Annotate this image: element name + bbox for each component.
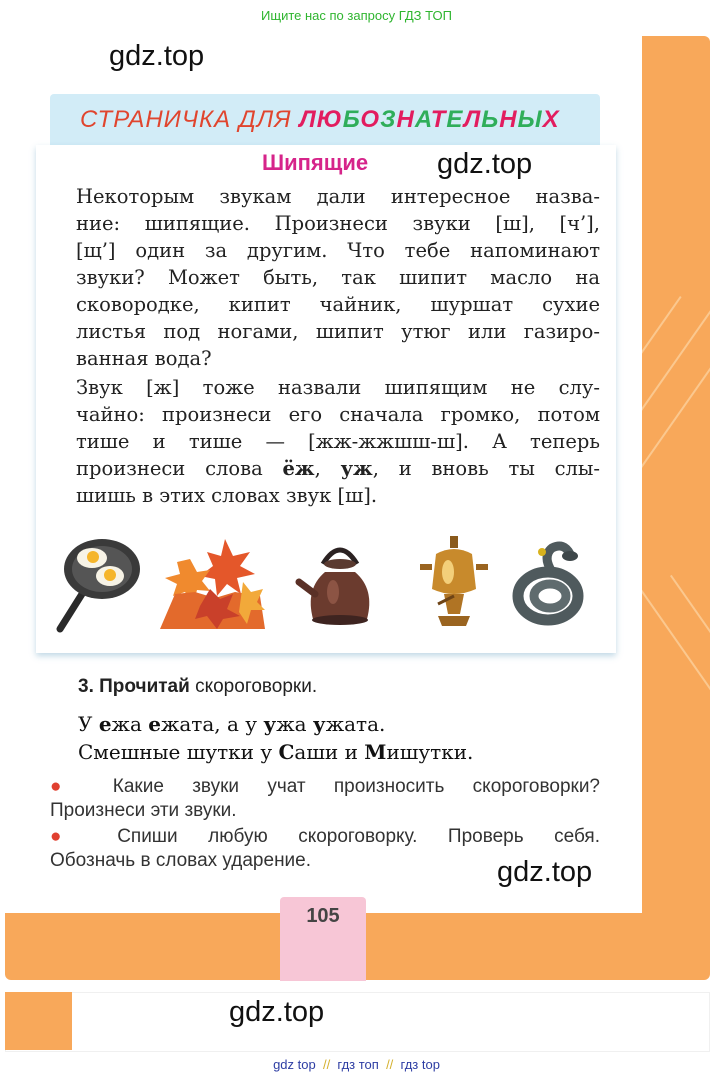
card-title: Шипящие <box>262 150 369 175</box>
task-bullet-1: ● Какие звуки учат произносить скороговорки? Произнеси эти звуки. <box>50 776 600 821</box>
snake-picture <box>512 534 584 634</box>
page-number: 105 <box>306 905 340 927</box>
watermark: gdz.top <box>109 40 205 72</box>
next-page-strip <box>5 992 710 1052</box>
paragraph-1: Некоторым звукам дали интересное назва- ние: шипящие. Произнеси звуки [ш], [ч’], [щ’] один за другим. Что тебе напоминают звуки? Может быть, так шипит масло на сковородке, кипит чайник, шуршат сухие листья под ногами, шипит утюг или газиро- ванная вода? <box>76 185 600 370</box>
footer-links <box>0 1054 713 1080</box>
watermark: gdz.top <box>229 996 325 1028</box>
next-page-strip-accent <box>5 992 72 1050</box>
footer-link-2[interactable]: гдз топ <box>337 1057 379 1072</box>
tongue-twister-1: У ежа ежата, а у ужа ужата. <box>78 712 386 736</box>
autumn-leaves-picture <box>155 534 267 634</box>
bullet-dot: ● <box>50 826 87 847</box>
paragraph-2: Звук [ж] тоже назвали шипящим не слу- чайно: произнеси его сначала громко, потом тише и тише — [жж-жжшш-ш]. А теперь произнеси слова ёж, уж, и вновь ты слы- шишь в этих словах звук [ш]. <box>76 376 601 507</box>
footer-link-3[interactable]: гдз top <box>400 1057 440 1072</box>
banner-part-2: ЛЮБОЗНАТЕЛЬНЫХ <box>299 106 560 133</box>
exercise-instruction: 3. Прочитай скороговорки. <box>78 676 318 697</box>
footer-separator: // <box>386 1057 394 1072</box>
footer-link-1[interactable]: gdz top <box>273 1057 316 1072</box>
top-promo-banner[interactable]: Ищите нас по запросу ГДЗ ТОП <box>261 8 452 23</box>
samovar-picture <box>418 534 490 634</box>
bullet-dot: ● <box>50 776 85 797</box>
task-bullet-2: ● Спиши любую скороговорку. Проверь себя. Обозначь в словах ударение. <box>50 826 600 871</box>
watermark: gdz.top <box>437 148 533 180</box>
kettle-picture <box>295 534 385 634</box>
footer-separator: // <box>322 1057 331 1072</box>
banner-part-1: СТРАНИЧКА ДЛЯ <box>80 106 300 133</box>
frying-pan-eggs-picture <box>52 534 142 634</box>
section-banner-title <box>80 106 560 134</box>
watermark: gdz.top <box>497 856 593 888</box>
tongue-twister-2: Смешные шутки у Саши и Мишутки. <box>78 740 474 764</box>
